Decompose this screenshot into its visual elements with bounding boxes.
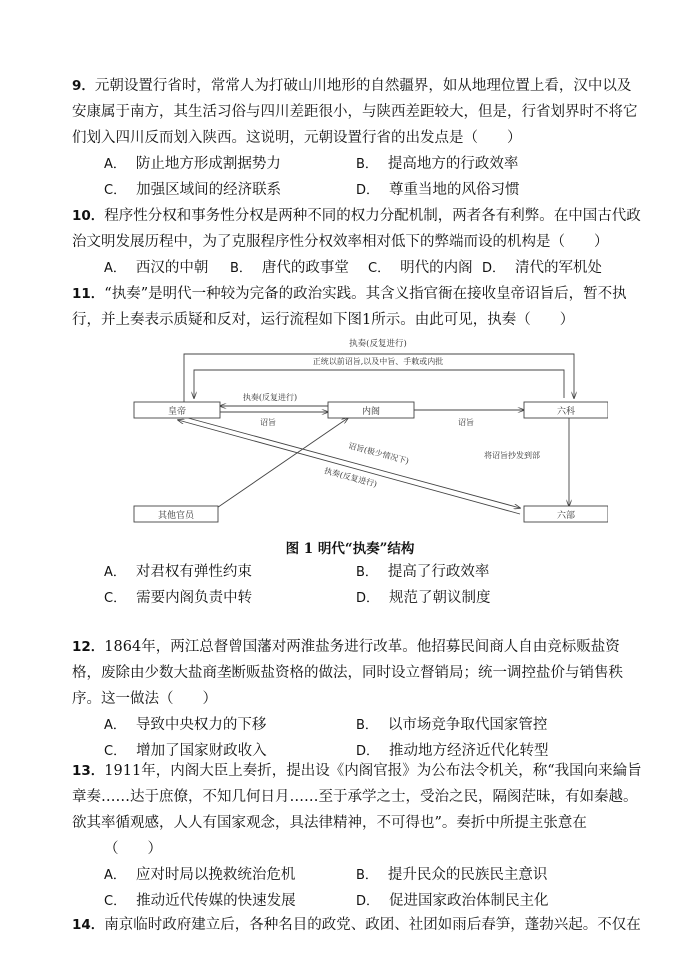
label-diag-edict: 诏旨(极少情况下) xyxy=(347,441,410,466)
option-text: 尊重当地的风俗习惯 xyxy=(389,182,520,198)
question-number: 11． xyxy=(72,286,105,302)
options-row xyxy=(72,862,642,888)
question-number: 10． xyxy=(72,208,105,224)
label-cab-six-edict: 诏旨 xyxy=(458,418,474,427)
label-copy-to-ministries: 将诏旨抄发到部 xyxy=(484,451,540,460)
option-label: B． xyxy=(356,565,378,580)
option-d[interactable] xyxy=(356,888,549,915)
question-10 xyxy=(72,203,642,281)
zhizou-structure-diagram xyxy=(128,330,608,530)
option-b[interactable] xyxy=(356,862,547,889)
option-text: 以市场竞争取代国家管控 xyxy=(387,717,548,733)
option-label: B． xyxy=(356,718,378,733)
node-label: 六部 xyxy=(556,511,576,521)
options-row xyxy=(72,559,642,585)
option-text: 明代的内阁 xyxy=(400,260,473,276)
question-text: 南京临时政府建立后，各种名目的政党、政团、社团如雨后春笋，蓬勃兴起。不仅在 xyxy=(104,917,641,933)
option-text: 清代的军机处 xyxy=(515,260,603,276)
node-label: 内阁 xyxy=(361,407,381,417)
options-row xyxy=(72,712,642,738)
option-b[interactable] xyxy=(230,255,349,282)
option-c[interactable] xyxy=(368,255,473,282)
option-d[interactable] xyxy=(356,177,520,204)
option-text: 规范了朝议制度 xyxy=(389,590,491,606)
option-text: 唐代的政事堂 xyxy=(261,260,349,276)
option-a[interactable] xyxy=(104,559,252,586)
option-text: 需要内阁负责中转 xyxy=(136,590,253,606)
option-text: 增加了国家财政收入 xyxy=(136,743,267,759)
node-six-ministries xyxy=(524,506,608,522)
option-text: 推动地方经济近代化转型 xyxy=(389,743,549,759)
question-text: “执奏”是明代一种较为完备的政治实践。其含义指官衙在接收皇帝诏旨后，暂不执行，并上奏表示质疑和反对，运行流程如下图1所示。由此可见，执奏（ ） xyxy=(72,286,627,328)
node-label: 皇帝 xyxy=(167,407,187,417)
option-label: D． xyxy=(356,183,380,198)
label-diag-zhizou: 执奏(反复进行) xyxy=(323,466,379,489)
option-label: C． xyxy=(104,894,127,909)
option-label: C． xyxy=(104,744,127,759)
question-11-options xyxy=(72,559,642,611)
question-text: 1911年，内阁大臣上奏折，提出设《内阁官报》为公布法令机关，称“我国向来綸旨章奏……达于庶僚，不知几何日月……至于承学之士，受治之民，隔阂茫昧，有如秦越。欲其率循观感，人人有国家观念，具法律精神，不可得也”。奏折中所提主张意在 xyxy=(72,763,642,831)
option-text: 对君权有弹性约束 xyxy=(135,564,252,580)
option-label: A． xyxy=(104,261,126,276)
option-text: 提高地方的行政效率 xyxy=(387,156,519,172)
figure-caption: 图 1 明代“执奏”结构 xyxy=(285,541,415,557)
options-row xyxy=(72,177,642,203)
option-b[interactable] xyxy=(356,559,489,586)
option-label: B． xyxy=(356,868,378,883)
option-label: D． xyxy=(482,261,506,276)
question-stem xyxy=(72,281,642,333)
node-other-officials xyxy=(134,506,218,522)
options-row xyxy=(72,888,642,914)
question-number: 12． xyxy=(72,639,105,655)
question-text: 1864年，两江总督曾国藩对两淮盐务进行改革。他招募民间商人自由竞标贩盐资格，废除由少数大盐商垄断贩盐资格的做法，同时设立督销局；统一调控盐价与销售秩序。这一做法（ ） xyxy=(72,639,623,707)
option-a[interactable] xyxy=(104,151,281,178)
question-9 xyxy=(72,73,642,203)
option-text: 提高了行政效率 xyxy=(387,564,490,580)
question-stem xyxy=(72,912,642,938)
question-stem xyxy=(72,758,642,836)
option-label: C． xyxy=(104,183,127,198)
option-label: A． xyxy=(104,565,126,580)
option-text: 防止地方形成割据势力 xyxy=(135,156,281,172)
label-emp-cab-zhizou: 执奏(反复进行) xyxy=(242,393,298,402)
option-text: 推动近代传媒的快速发展 xyxy=(136,893,296,909)
node-label: 六科 xyxy=(556,407,576,417)
question-12 xyxy=(72,634,642,764)
option-text: 西汉的中朝 xyxy=(135,260,209,276)
node-emperor xyxy=(134,402,220,418)
question-number: 13． xyxy=(72,763,105,779)
option-a[interactable] xyxy=(104,255,208,282)
label-emp-cab-edict: 诏旨 xyxy=(260,418,276,427)
option-text: 促进国家政治体制民主化 xyxy=(389,893,549,909)
option-text: 提升民众的民族民主意识 xyxy=(387,867,548,883)
question-text: 程序性分权和事务性分权是两种不同的权力分配机制，两者各有利弊。在中国古代政治文明发展历程中，为了克服程序性分权效率相对低下的弊端而设的机构是（ ） xyxy=(72,208,641,250)
options-row xyxy=(72,151,642,177)
label-top-loop: 执奏(反复进行) xyxy=(349,339,407,349)
option-label: D． xyxy=(356,591,380,606)
option-label: C． xyxy=(104,591,127,606)
option-c[interactable] xyxy=(104,177,281,204)
node-six-offices xyxy=(524,402,608,418)
option-label: B． xyxy=(356,157,378,172)
option-label: D． xyxy=(356,894,380,909)
option-label: A． xyxy=(104,868,126,883)
question-14 xyxy=(72,912,642,938)
option-d[interactable] xyxy=(482,255,602,282)
diag-edict xyxy=(188,418,520,508)
options-row xyxy=(72,585,642,611)
option-d[interactable] xyxy=(356,585,491,612)
option-a[interactable] xyxy=(104,712,266,739)
question-number: 14． xyxy=(72,917,105,933)
option-text: 导致中央权力的下移 xyxy=(135,717,267,733)
option-text: 应对时局以挽救统治危机 xyxy=(135,867,296,883)
option-label: B． xyxy=(230,261,252,276)
question-number: 9． xyxy=(72,78,95,94)
question-11 xyxy=(72,281,642,333)
option-label: C． xyxy=(368,261,391,276)
option-label: A． xyxy=(104,718,126,733)
option-label: A． xyxy=(104,157,126,172)
options-row xyxy=(72,255,642,281)
label-zhengtong: 正统以前诏旨,以及中旨、手敕或内批 xyxy=(312,357,444,366)
question-13 xyxy=(72,758,642,914)
option-b[interactable] xyxy=(356,151,518,178)
question-stem xyxy=(72,73,642,151)
option-a[interactable] xyxy=(104,862,295,889)
question-stem xyxy=(72,634,642,712)
node-cabinet xyxy=(328,402,414,418)
answer-blank[interactable]: （ ） xyxy=(104,841,162,857)
option-c[interactable] xyxy=(104,585,252,612)
option-b[interactable] xyxy=(356,712,547,739)
option-text: 加强区域间的经济联系 xyxy=(136,182,282,198)
question-text: 元朝设置行省时，常常人为打破山川地形的自然疆界，如从地理位置上看，汉中以及安康属于南方，其生活习俗与四川差距很小，与陕西差距较大，但是，行省划界时不将它们划入四川反而划入陕西。这说明，元朝设置行省的出发点是（ ） xyxy=(72,78,638,146)
option-label: D． xyxy=(356,744,380,759)
question-stem xyxy=(72,203,642,255)
node-label: 其他官员 xyxy=(157,511,195,521)
option-c[interactable] xyxy=(104,888,296,915)
